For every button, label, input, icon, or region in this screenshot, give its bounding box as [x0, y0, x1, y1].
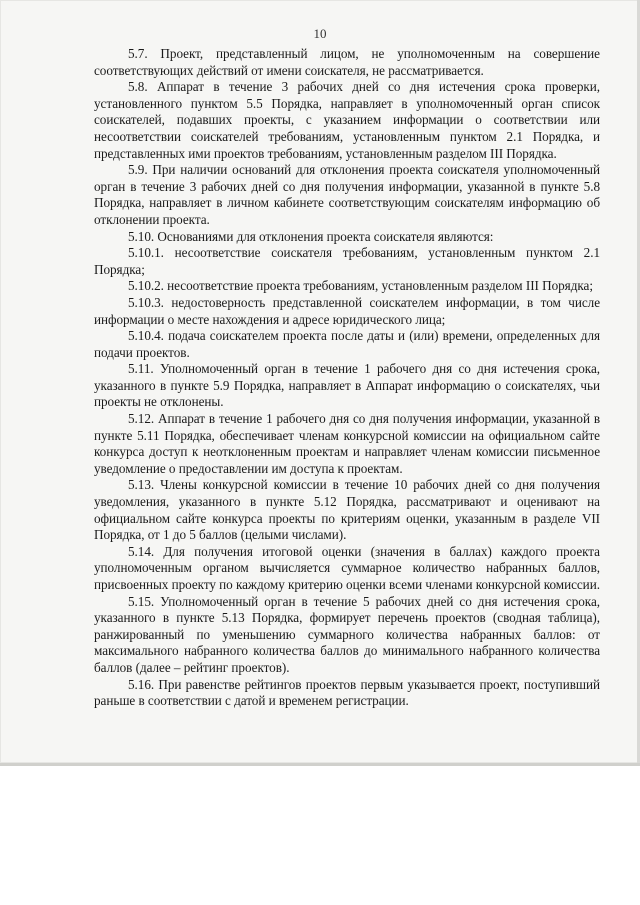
- paragraph-5-16: 5.16. При равенстве рейтингов проектов первым указывается проект, поступивший раньше в соответствии с датой и временем регистрации.: [94, 676, 600, 709]
- paragraph-5-9: 5.9. При наличии оснований для отклонения проекта соискателя уполномоченный орган в течение 3 рабочих дней со дня получения информации, указанной в пункте 5.8 Порядка, направляет в личном кабинете соответствующим соискателям информацию об отклонении проекта.: [94, 162, 600, 227]
- paragraph-5-15: 5.15. Уполномоченный орган в течение 5 рабочих дней со дня истечения срока, указанного в пункте 5.13 Порядка, формирует перечень проектов (сводная таблица), ранжированный по уменьшению суммарного количества набранных баллов: от максимального набранного количества баллов до минимального набранного количества баллов (далее – рейтинг проектов).: [94, 593, 600, 675]
- paragraph-5-13: 5.13. Члены конкурсной комиссии в течение 10 рабочих дней со дня получения уведомления, указанного в пункте 5.12 Порядка, рассматривают и оценивают на официальном сайте конкурса проекты по критериям оценки, указанным в разделе VII Порядка, от 1 до 5 баллов (целыми числами).: [94, 477, 600, 543]
- paragraph-5-8: 5.8. Аппарат в течение 3 рабочих дней со дня истечения срока проверки, установленного пунктом 5.5 Порядка, направляет в уполномоченный орган список соискателей, подавших проекты, с указанием информации о соответствии или несоответствии соискателей требованиям, установленным пунктом 2.1 Порядка, и представленных ими проектов требованиям, установленным разделом III Порядка.: [94, 79, 600, 161]
- paragraph-5-12: 5.12. Аппарат в течение 1 рабочего дня со дня получения информации, указанной в пункте 5.11 Порядка, обеспечивает членам конкурсной комиссии на официальном сайте конкурса доступ к неотклоненным проектам и направляет членам комиссии письменное уведомление о предоставлении им доступа к проектам.: [94, 411, 600, 476]
- paragraph-5-14: 5.14. Для получения итоговой оценки (значения в баллах) каждого проекта уполномоченным органом вычисляется суммарное количество набранных баллов, присвоенных проекту по каждому критерию оценки всеми членами конкурсной комиссии.: [94, 543, 600, 592]
- paragraph-5-7: 5.7. Проект, представленный лицом, не уполномоченным на совершение соответствующих действий от имени соискателя, не рассматривается.: [94, 46, 600, 78]
- scan-bottom-edge: [0, 763, 640, 766]
- paragraph-5-11: 5.11. Уполномоченный орган в течение 1 рабочего дня со дня истечения срока, указанного в пункте 5.9 Порядка, направляет в Аппарат информацию о соискателях, чьи проекты не отклонены.: [94, 361, 600, 410]
- paragraph-5-10-2: 5.10.2. несоответствие проекта требованиям, установленным разделом III Порядка;: [128, 278, 593, 294]
- document-body: [94, 46, 600, 710]
- paragraph-5-10: 5.10. Основаниями для отклонения проекта соискателя являются:: [128, 228, 494, 244]
- paragraph-5-10-1: 5.10.1. несоответствие соискателя требованиям, установленным пунктом 2.1 Порядка;: [94, 245, 600, 277]
- paragraph-5-10-4: 5.10.4. подача соискателем проекта после даты и (или) времени, определенных для подачи проектов.: [94, 328, 600, 360]
- paragraph-5-10-3: 5.10.3. недостоверность представленной соискателем информации, в том числе информации о месте нахождения и адресе юридического лица;: [94, 294, 600, 327]
- page-number: 10: [313, 26, 327, 41]
